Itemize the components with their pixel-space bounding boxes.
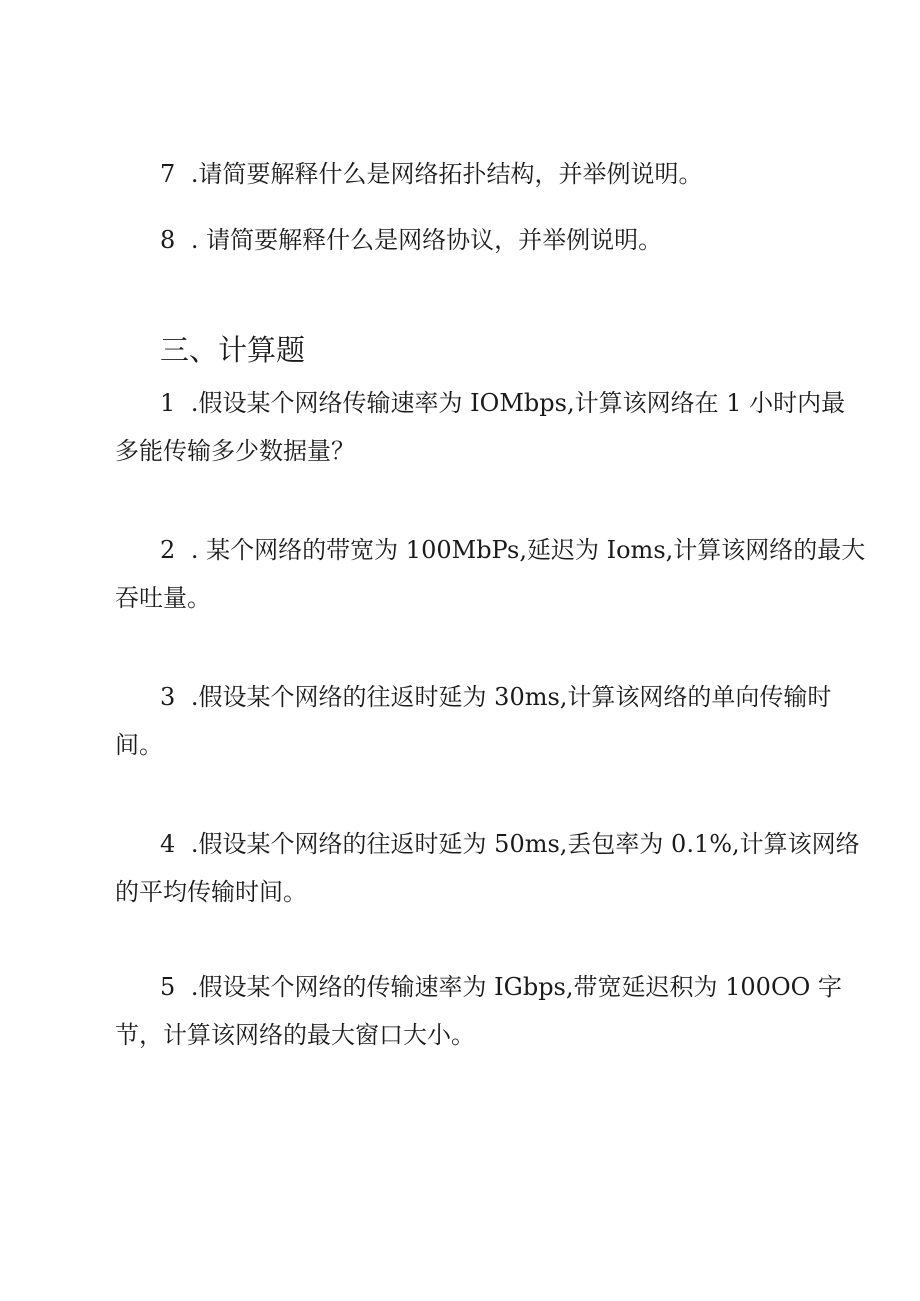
calc-question-2-line1 (160, 535, 865, 565)
question-text: .假设某个网络的传输速率为 IGbps,带宽延迟积为 100OO 字 (190, 973, 842, 1001)
question-number: 7 (160, 160, 176, 188)
calc-question-5-line1 (160, 972, 842, 1002)
question-number: 1 (160, 389, 176, 417)
calc-question-2-line2: 吞吐量。 (115, 584, 211, 612)
question-8 (160, 225, 662, 255)
calc-question-3-line2: 间。 (115, 731, 163, 759)
question-text: .假设某个网络传输速率为 IOMbps,计算该网络在 1 小时内最 (190, 389, 846, 417)
calc-question-4-line2: 的平均传输时间。 (115, 878, 307, 906)
calc-question-4-line1 (160, 829, 860, 859)
question-number: 3 (160, 683, 176, 711)
question-number: 4 (160, 830, 176, 858)
question-number: 2 (160, 536, 176, 564)
question-text: . 某个网络的带宽为 100MbPs,延迟为 Ioms,计算该网络的最大 (190, 536, 866, 564)
calc-question-1-line2: 多能传输多少数据量？ (115, 437, 355, 465)
calc-question-5-line2: 节，计算该网络的最大窗口大小。 (115, 1021, 475, 1049)
question-7 (160, 159, 703, 189)
question-text: .假设某个网络的往返时延为 30ms,计算该网络的单向传输时 (190, 683, 832, 711)
calc-question-1-line1 (160, 388, 845, 418)
question-number: 8 (160, 226, 176, 254)
question-text: . 请简要解释什么是网络协议，并举例说明。 (190, 226, 663, 254)
calc-question-3-line1 (160, 682, 831, 712)
question-text: .请简要解释什么是网络拓扑结构，并举例说明。 (190, 160, 703, 188)
question-number: 5 (160, 973, 176, 1001)
section-title: 三、计算题 (160, 333, 306, 367)
question-text: .假设某个网络的往返时延为 50ms,丢包率为 0.1%,计算该网络 (190, 830, 860, 858)
